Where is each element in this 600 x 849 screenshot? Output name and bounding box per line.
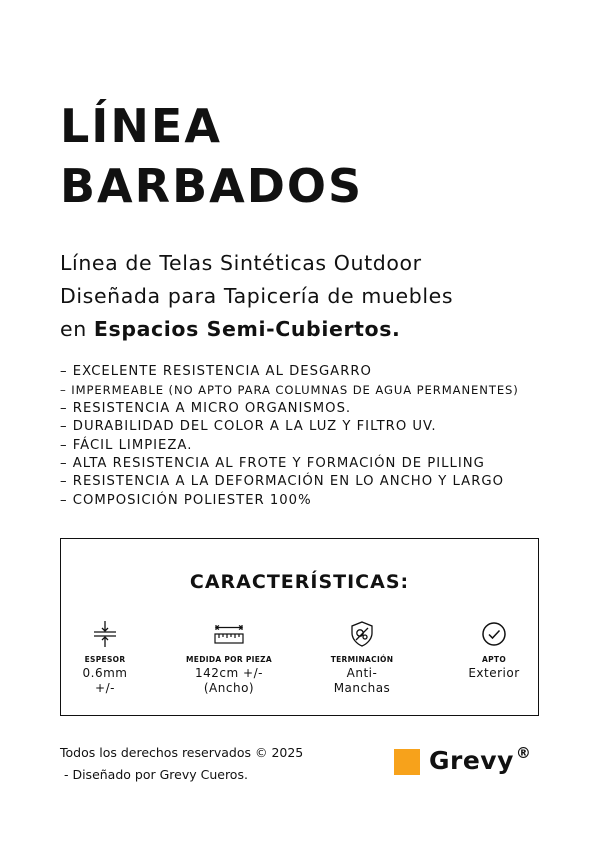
spec-value-line: 142cm +/- bbox=[195, 666, 263, 680]
registered-mark: ® bbox=[515, 744, 531, 762]
title-line-2: BARBADOS bbox=[60, 159, 364, 213]
feature-item: – ALTA RESISTENCIA AL FROTE Y FORMACIÓN DE PILLING bbox=[60, 456, 485, 472]
intro-text bbox=[60, 247, 560, 346]
copyright-line: Todos los derechos reservados © 2025 bbox=[60, 745, 304, 760]
spec-value-line: +/- bbox=[95, 681, 115, 695]
spec-finish bbox=[307, 619, 417, 696]
spec-value-line: Manchas bbox=[333, 681, 391, 695]
feature-item: – COMPOSICIÓN POLIESTER 100% bbox=[60, 492, 312, 508]
thickness-icon bbox=[50, 619, 160, 649]
spec-value-line: Anti- bbox=[346, 666, 378, 680]
spec-label: ESPESOR bbox=[84, 655, 126, 664]
spec-label: APTO bbox=[482, 655, 506, 664]
spec-value-line: Exterior bbox=[468, 666, 520, 680]
feature-item: – DURABILIDAD DEL COLOR A LA LUZ Y FILTRO UV. bbox=[60, 419, 437, 435]
feature-item: – IMPERMEABLE (NO APTO PARA COLUMNAS DE AGUA PERMANENTES) bbox=[60, 383, 519, 398]
spec-value-line: (Ancho) bbox=[203, 681, 255, 695]
page-title bbox=[60, 96, 363, 216]
feature-item: – RESISTENCIA A MICRO ORGANISMOS. bbox=[60, 400, 352, 416]
spec-value bbox=[307, 666, 417, 696]
spec-value-line: 0.6mm bbox=[82, 666, 128, 680]
spec-width bbox=[174, 619, 284, 696]
feature-item: – RESISTENCIA A LA DEFORMACIÓN EN LO ANCHO Y LARGO bbox=[60, 474, 504, 490]
intro-line-3 bbox=[60, 313, 560, 346]
ruler-icon bbox=[174, 619, 284, 649]
intro-line-1: Línea de Telas Sintéticas Outdoor bbox=[60, 251, 422, 275]
intro-line-3-bold: Espacios Semi-Cubiertos. bbox=[93, 317, 401, 341]
spec-value bbox=[50, 666, 160, 696]
spec-label: MEDIDA POR PIEZA bbox=[186, 655, 272, 664]
characteristics-title: CARACTERÍSTICAS: bbox=[189, 571, 410, 593]
brand-logo bbox=[394, 744, 531, 778]
shield-icon bbox=[307, 619, 417, 649]
designer-line: - Diseñado por Grevy Cueros. bbox=[60, 767, 248, 782]
features-list bbox=[60, 363, 560, 510]
title-line-1: LÍNEA bbox=[60, 99, 222, 153]
intro-line-2: Diseñada para Tapicería de muebles bbox=[60, 284, 454, 308]
spec-label: TERMINACIÓN bbox=[330, 655, 394, 664]
footer-text bbox=[60, 742, 303, 786]
intro-line-3-prefix: en bbox=[60, 317, 94, 341]
spec-thickness bbox=[50, 619, 160, 696]
feature-item: – FÁCIL LIMPIEZA. bbox=[60, 437, 193, 453]
brand-square-icon bbox=[394, 749, 420, 775]
feature-item: – EXCELENTE RESISTENCIA AL DESGARRO bbox=[60, 364, 372, 379]
spec-suitable bbox=[439, 619, 549, 681]
brand-name: Grevy bbox=[429, 746, 514, 775]
characteristics-card bbox=[60, 538, 539, 716]
spec-value bbox=[174, 666, 284, 696]
spec-value bbox=[439, 666, 549, 681]
check-circle-icon bbox=[439, 619, 549, 649]
